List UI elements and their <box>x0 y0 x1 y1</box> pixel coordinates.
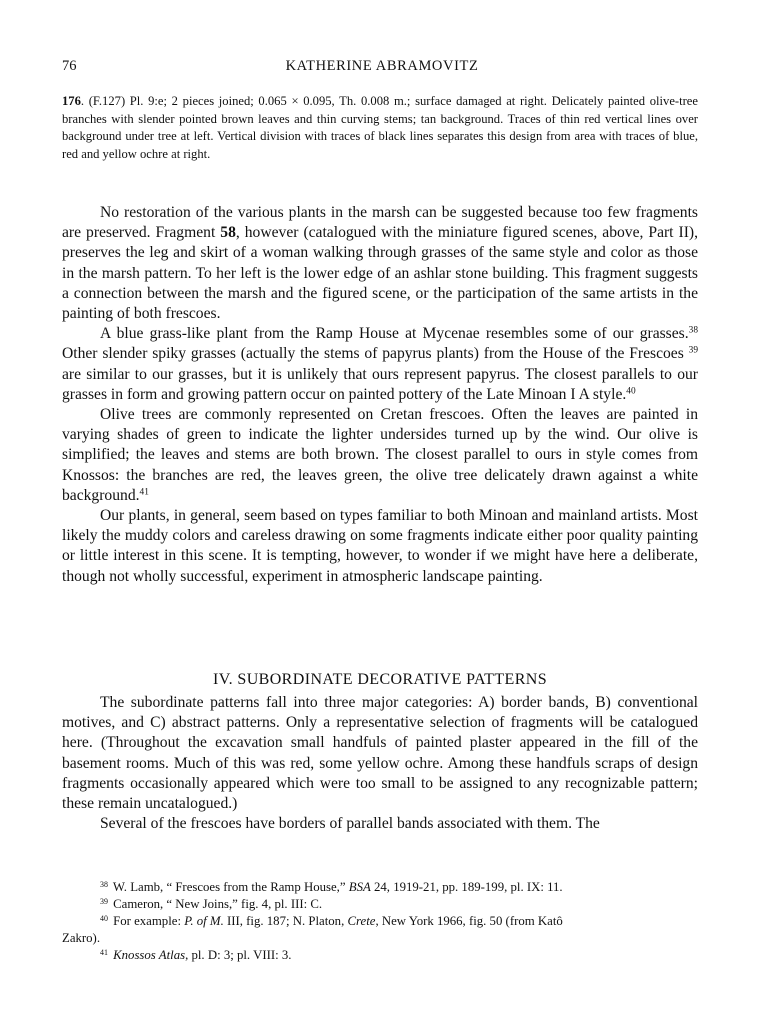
text-span: Olive trees are commonly represented on Cretan frescoes. Often the leaves are painted in varying shades of green to indicate the lighter undersides turned up by the wind. Our olive is simplified; the leaves and stems are both brown. The closest parallel to ours in style comes from Knossos: the branches are red, the leaves green, the olive tree delicately drawn against a white background. <box>62 406 698 504</box>
paragraph: Several of the frescoes have borders of parallel bands associated with them. The <box>100 815 600 833</box>
text-span: , New York 1966, fig. 50 (from Katô <box>375 914 563 928</box>
body-section-1 <box>62 203 698 587</box>
paragraph <box>62 324 698 405</box>
text-span: are similar to our grasses, but it is unlikely that ours represent papyrus. The closest parallels to our grasses in form and growing pattern occur on painted pottery of the Late Minoan I A style. <box>62 365 698 403</box>
catalog-number: 176 <box>62 94 81 108</box>
footnote-40 <box>100 913 700 930</box>
text-span: Cameron, “ New Joins,” fig. 4, pl. III: C. <box>109 897 323 911</box>
footnote-ref: 40 <box>626 386 636 397</box>
paragraph <box>62 405 698 506</box>
text-span: 24, 1919-21, pp. 189-199, pl. IX: 11. <box>370 880 563 894</box>
text-span: III, fig. 187; N. Platon, <box>223 914 348 928</box>
text-span: A blue grass-like plant from the Ramp House at Mycenae resembles some of our grasses. <box>100 325 689 343</box>
page-header <box>62 58 702 78</box>
paragraph <box>62 203 698 324</box>
catalog-text: . (F.127) Pl. 9:e; 2 pieces joined; 0.065 × 0.095, Th. 0.008 m.; surface damaged at right. Delicately painted olive-tree branches with slender pointed brown leaves and thin curving stems; tan background. Traces of thin red vertical lines over background under tree at left. Vertical division with traces of black lines separates this design from area with traces of blue, red and yellow ochre at right. <box>62 94 698 161</box>
text-span: , however (catalogued with the miniature figured scenes, above, Part II), preserves the leg and skirt of a woman walking through grasses of the same style and color as those in the marsh pattern. To her left is the lower edge of an ashlar stone building. This fragment suggests a connection between the marsh and the figured scene, or the participation of the same artists in the painting of both frescoes. <box>62 224 698 323</box>
footnote-39 <box>100 896 700 913</box>
footnotes <box>62 879 700 964</box>
text-span: , pl. D: 3; pl. VIII: 3. <box>185 948 292 962</box>
paragraph: The subordinate patterns fall into three major categories: A) border bands, B) conventional motives, and C) abstract patterns. Only a representative selection of fragments will be catalogued here. (Throughout the excavation small handfuls of painted plaster appeared in the fill of the basement rooms. Much of this was red, some yellow ochre. Among these handfuls scraps of design fragments occasionally appeared which were too small to be assigned to any recognizable pattern; these remain uncatalogued.) <box>62 694 698 813</box>
book-title: P. of M. <box>184 914 224 928</box>
footnote-41 <box>100 947 700 964</box>
footnote-mark: 38 <box>100 880 108 890</box>
footnote-ref: 39 <box>688 345 698 356</box>
footnote-38 <box>100 879 700 896</box>
fragment-ref: 58 <box>220 224 236 242</box>
text-span: No restoration of the various plants in the marsh can be suggested because too few fragments are preserved. Fragment <box>62 204 698 242</box>
section-heading: IV. SUBORDINATE DECORATIVE PATTERNS <box>212 671 548 688</box>
footnote-mark: 40 <box>100 914 108 924</box>
footnote-ref: 41 <box>139 487 149 498</box>
footnote-40-continued: Zakro). <box>62 931 101 945</box>
body-section-2 <box>62 693 698 834</box>
footnote-ref: 38 <box>688 325 698 336</box>
footnote-mark: 39 <box>100 897 108 907</box>
journal-title: BSA <box>348 880 371 894</box>
book-title: Crete <box>347 914 376 928</box>
catalog-entry <box>62 93 698 163</box>
text-span: For example: <box>109 914 185 928</box>
text-span: Other slender spiky grasses (actually the stems of papyrus plants) from the House of the Frescoes <box>62 345 689 363</box>
footnote-mark: 41 <box>100 948 108 958</box>
book-title: Knossos Atlas <box>109 948 186 962</box>
paragraph: Our plants, in general, seem based on types familiar to both Minoan and mainland artists. Most likely the muddy colors and careless drawing on some fragments indicate either poor quality painting or little interest in this scene. It is tempting, however, to wonder if we might have here a deliberate, though not wholly successful, experiment in atmospheric landscape painting. <box>62 507 698 585</box>
running-title: KATHERINE ABRAMOVITZ <box>285 58 479 74</box>
text-span: W. Lamb, “ Frescoes from the Ramp House,” <box>109 880 349 894</box>
page-number: 76 <box>62 58 77 74</box>
